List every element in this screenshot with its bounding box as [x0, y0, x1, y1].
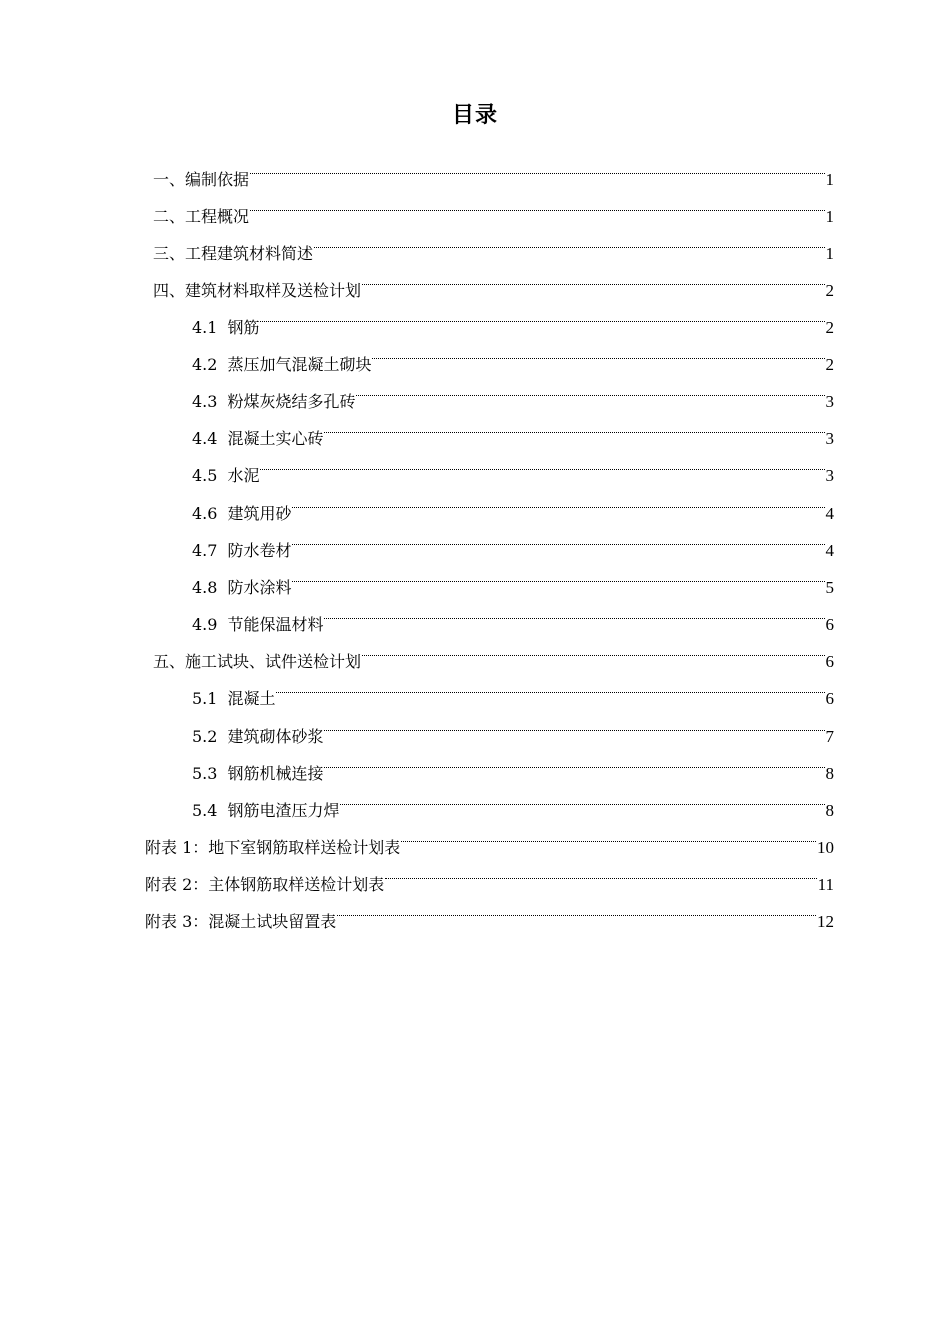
toc-page-number: 2	[825, 281, 834, 300]
toc-entry[interactable]	[192, 370, 834, 411]
toc-leader	[324, 407, 824, 444]
toc-leader	[292, 482, 824, 519]
toc-entry[interactable]	[145, 816, 834, 857]
toc-leader	[292, 519, 824, 556]
toc-entry-label: 混凝土	[227, 689, 276, 708]
toc-leader	[362, 259, 824, 296]
toc-page-number: 3	[825, 466, 834, 485]
toc-entry[interactable]	[153, 222, 834, 263]
toc-leader	[324, 593, 824, 630]
toc-entry[interactable]	[192, 333, 834, 374]
toc-leader	[401, 816, 816, 853]
toc-leader	[362, 630, 824, 667]
toc-leader	[276, 667, 824, 704]
toc-page-number: 6	[825, 615, 834, 634]
toc-page-number: 7	[825, 727, 834, 746]
toc-leader	[250, 185, 824, 222]
toc-leader	[324, 705, 824, 742]
toc-page-number: 1	[825, 244, 834, 263]
toc-page-number: 3	[825, 392, 834, 411]
toc-leader	[314, 222, 824, 259]
toc-entry[interactable]	[192, 296, 834, 337]
toc-entry[interactable]	[192, 519, 834, 560]
toc-page-number: 11	[817, 875, 834, 894]
toc-entry-label: 附表 2：主体钢筋取样送检计划表	[145, 875, 385, 894]
toc-section-number: 5.3	[192, 764, 218, 783]
toc-entry-label: 一、编制依据	[153, 170, 250, 189]
toc-entry[interactable]	[153, 259, 834, 300]
toc-entry-label: 附表 1：地下室钢筋取样送检计划表	[145, 838, 401, 857]
toc-entry-label: 建筑砌体砂浆	[227, 727, 324, 746]
toc-section-number: 4.3	[192, 392, 218, 411]
toc-leader	[324, 742, 824, 779]
toc-entry-label: 四、建筑材料取样及送检计划	[153, 281, 362, 300]
toc-section-number: 4.7	[192, 541, 218, 560]
toc-entry[interactable]	[192, 742, 834, 783]
toc-leader	[260, 444, 824, 481]
toc-leader	[250, 148, 824, 185]
toc-page-number: 12	[817, 912, 834, 931]
toc-entry[interactable]	[192, 593, 834, 634]
toc-leader	[340, 779, 824, 816]
toc-entry-label: 建筑用砂	[227, 504, 292, 523]
toc-section-number: 5.4	[192, 801, 218, 820]
toc-leader	[337, 890, 816, 927]
toc-section-number: 4.1	[192, 318, 218, 337]
toc-entry[interactable]	[192, 444, 834, 485]
toc-entry[interactable]	[192, 667, 834, 708]
toc-section-number: 4.4	[192, 429, 218, 448]
page-title: 目录	[451, 103, 498, 128]
toc-page-number: 6	[825, 652, 834, 671]
toc-page-number: 2	[825, 355, 834, 374]
toc-entry-label: 粉煤灰烧结多孔砖	[227, 392, 356, 411]
toc-page-number: 2	[825, 318, 834, 337]
toc-section-number: 4.9	[192, 615, 218, 634]
toc-entry-label: 三、工程建筑材料简述	[153, 244, 314, 263]
toc-page-number: 1	[825, 207, 834, 226]
toc-page-number: 4	[825, 504, 834, 523]
toc-entry-label: 钢筋	[227, 318, 260, 337]
toc-entry[interactable]	[153, 630, 834, 671]
toc-entry[interactable]	[192, 482, 834, 523]
toc-entry-label: 混凝土实心砖	[227, 429, 324, 448]
toc-entry-label: 蒸压加气混凝土砌块	[227, 355, 372, 374]
toc-page-number: 5	[825, 578, 834, 597]
toc-leader	[372, 333, 824, 370]
toc-page-number: 6	[825, 689, 834, 708]
toc-entry[interactable]	[192, 407, 834, 448]
toc-leader	[385, 853, 816, 890]
toc-page-number: 8	[825, 764, 834, 783]
toc-leader	[292, 556, 824, 593]
toc-section-number: 5.1	[192, 689, 218, 708]
toc-leader	[260, 296, 824, 333]
toc-leader	[356, 370, 824, 407]
toc-entry-label: 防水涂料	[227, 578, 292, 597]
toc-section-number: 5.2	[192, 727, 218, 746]
toc-entry-label: 钢筋电渣压力焊	[227, 801, 340, 820]
toc-entry[interactable]	[153, 148, 834, 189]
toc-section-number: 4.2	[192, 355, 218, 374]
toc-section-number: 4.6	[192, 504, 218, 523]
toc-section-number: 4.5	[192, 466, 218, 485]
toc-entry[interactable]	[145, 853, 834, 894]
toc-entry[interactable]	[192, 779, 834, 820]
toc-entry-label: 钢筋机械连接	[227, 764, 324, 783]
toc-page-number: 3	[825, 429, 834, 448]
toc-entry-label: 水泥	[227, 466, 260, 485]
toc-entry-label: 五、施工试块、试件送检计划	[153, 652, 362, 671]
toc-page-number: 10	[817, 838, 834, 857]
toc-entry[interactable]	[192, 556, 834, 597]
toc-page-number: 1	[825, 170, 834, 189]
toc-page-number: 4	[825, 541, 834, 560]
toc-page-number: 8	[825, 801, 834, 820]
toc-entry-label: 防水卷材	[227, 541, 292, 560]
toc-entry-label: 节能保温材料	[227, 615, 324, 634]
toc-entry[interactable]	[192, 705, 834, 746]
toc-entry[interactable]	[153, 185, 834, 226]
toc-entry[interactable]	[145, 890, 834, 931]
toc-entry-label: 二、工程概况	[153, 207, 250, 226]
toc-section-number: 4.8	[192, 578, 218, 597]
toc-entry-label: 附表 3：混凝土试块留置表	[145, 912, 337, 931]
